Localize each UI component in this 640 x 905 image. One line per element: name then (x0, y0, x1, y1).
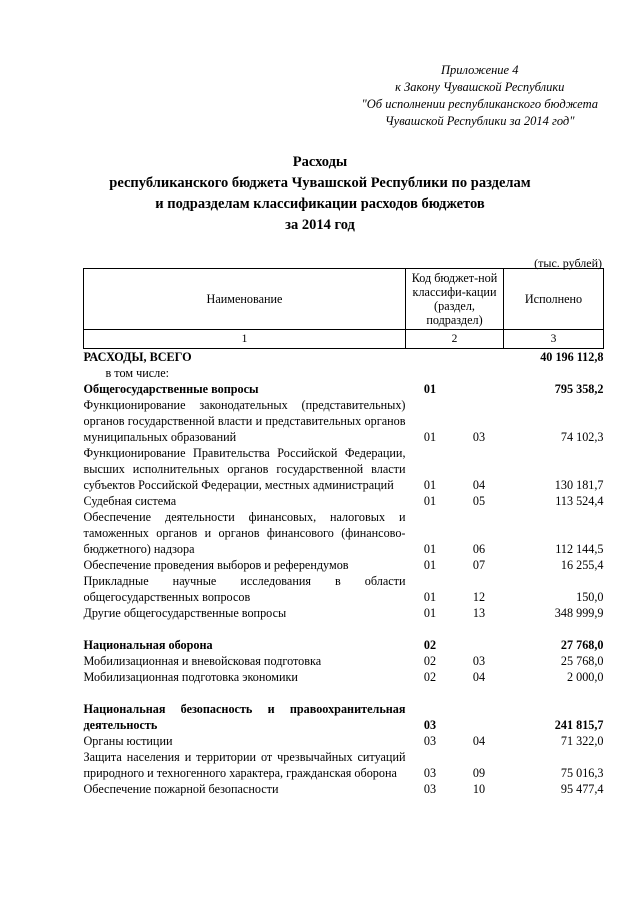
section-row (84, 701, 604, 733)
row-subsection-code: 04 (472, 478, 486, 492)
section-code: 02 (423, 638, 437, 652)
appendix-number: Приложение 4 (441, 63, 519, 77)
row-name: Мобилизационная подготовка экономики (83, 670, 298, 684)
row-section-code: 01 (423, 606, 437, 620)
appendix-law-title: "Об исполнении республиканского бюджета (361, 97, 598, 111)
header-executed: Исполнено (504, 269, 604, 330)
spacer-row (84, 685, 604, 701)
title-line-4: за 2014 год (285, 217, 355, 233)
row-name: Обеспечение пожарной безопасности (83, 782, 279, 796)
row-name: Мобилизационная и вневойсковая подготовка (83, 654, 322, 668)
row-subsection-code: 03 (472, 654, 486, 668)
row-section-code: 01 (423, 558, 437, 572)
units-label: (тыс. рублей) (534, 256, 602, 270)
including-row (84, 365, 604, 381)
row-amount: 130 181,7 (554, 478, 604, 492)
row-section-code: 01 (423, 542, 437, 556)
subsection-row (84, 749, 604, 781)
subsection-row (84, 573, 604, 605)
section-amount: 27 768,0 (560, 638, 604, 652)
title-line-3: и подразделам классификации расходов бюджетов (155, 196, 485, 212)
row-section-code: 03 (423, 766, 437, 780)
row-name: Обеспечение деятельности финансовых, налоговых и таможенных органов и органов финансового (финансово-бюджетного) надзора (83, 510, 406, 556)
subsection-row (84, 397, 604, 445)
row-name: Судебная система (83, 494, 177, 508)
row-subsection-code: 03 (472, 430, 486, 444)
section-name: Общегосударственные вопросы (83, 382, 259, 396)
section-name: Национальная безопасность и правоохранительная деятельность (83, 702, 406, 732)
row-subsection-code: 06 (472, 542, 486, 556)
row-name: Прикладные научные исследования в области общегосударственных вопросов (83, 574, 406, 604)
row-section-code: 01 (423, 590, 437, 604)
header-code: Код бюджет-ной классифи-кации (раздел, подраздел) (406, 269, 504, 330)
row-amount: 95 477,4 (560, 782, 604, 796)
subsection-row (84, 733, 604, 749)
row-name: Функционирование Правительства Российской Федерации, высших исполнительных органов государственной власти субъектов Российской Федерации, местных администраций (83, 446, 406, 492)
row-amount: 150,0 (576, 590, 604, 604)
appendix-header (362, 62, 598, 130)
subsection-row (84, 509, 604, 557)
subsection-code (455, 701, 504, 733)
row-amount: 2 000,0 (566, 670, 604, 684)
row-section-code: 03 (423, 782, 437, 796)
row-amount: 112 144,5 (555, 542, 604, 556)
row-amount: 16 255,4 (560, 558, 604, 572)
section-name: Национальная оборона (83, 638, 213, 652)
section-amount: 241 815,7 (554, 718, 604, 732)
row-amount: 25 768,0 (560, 654, 604, 668)
row-name: Другие общегосударственные вопросы (83, 606, 287, 620)
header-name: Наименование (84, 269, 406, 330)
row-section-code: 01 (423, 494, 437, 508)
subsection-row (84, 445, 604, 493)
subsection-row (84, 669, 604, 685)
appendix-law: к Закону Чувашской Республики (395, 80, 565, 94)
row-section-code: 01 (423, 430, 437, 444)
total-label: РАСХОДЫ, ВСЕГО (83, 350, 192, 364)
section-row (84, 637, 604, 653)
column-number: 1 (84, 330, 406, 349)
column-number: 2 (406, 330, 504, 349)
row-section-code: 03 (423, 734, 437, 748)
row-subsection-code: 09 (472, 766, 486, 780)
section-code: 03 (423, 718, 437, 732)
row-section-code: 01 (423, 478, 437, 492)
row-subsection-code: 05 (472, 494, 486, 508)
subsection-code (455, 637, 504, 653)
total-amount: 40 196 112,8 (540, 350, 604, 364)
subsection-row (84, 557, 604, 573)
row-name: Защита населения и территории от чрезвычайных ситуаций природного и техногенного характера, гражданская оборона (83, 750, 406, 780)
row-amount: 74 102,3 (560, 430, 604, 444)
row-subsection-code: 04 (472, 670, 486, 684)
row-subsection-code: 13 (472, 606, 486, 620)
section-code: 01 (423, 382, 437, 396)
appendix-law-title-cont: Чувашской Республики за 2014 год" (385, 114, 575, 128)
spacer-row (84, 621, 604, 637)
row-name: Органы юстиции (83, 734, 173, 748)
row-section-code: 02 (423, 670, 437, 684)
row-subsection-code: 07 (472, 558, 486, 572)
row-subsection-code: 12 (472, 590, 486, 604)
subsection-row (84, 653, 604, 669)
title-line-2: республиканского бюджета Чувашской Республики по разделам (109, 175, 531, 191)
section-amount: 795 358,2 (554, 382, 604, 396)
row-name: Функционирование законодательных (представительных) органов государственной власти и представительных органов муниципальных образований (83, 398, 406, 444)
total-row (84, 349, 604, 366)
including-label: в том числе: (105, 366, 170, 380)
row-amount: 348 999,9 (554, 606, 604, 620)
title-line-1: Расходы (292, 154, 348, 170)
row-amount: 71 322,0 (560, 734, 604, 748)
subsection-row (84, 781, 604, 797)
row-amount: 75 016,3 (560, 766, 604, 780)
subsection-code (455, 381, 504, 397)
row-section-code: 02 (423, 654, 437, 668)
section-row (84, 381, 604, 397)
expenditure-table (83, 268, 604, 797)
subsection-row (84, 493, 604, 509)
row-name: Обеспечение проведения выборов и референдумов (83, 558, 349, 572)
row-subsection-code: 04 (472, 734, 486, 748)
column-number: 3 (504, 330, 604, 349)
row-subsection-code: 10 (472, 782, 486, 796)
document-title (0, 152, 640, 236)
subsection-row (84, 605, 604, 621)
row-amount: 113 524,4 (555, 494, 604, 508)
